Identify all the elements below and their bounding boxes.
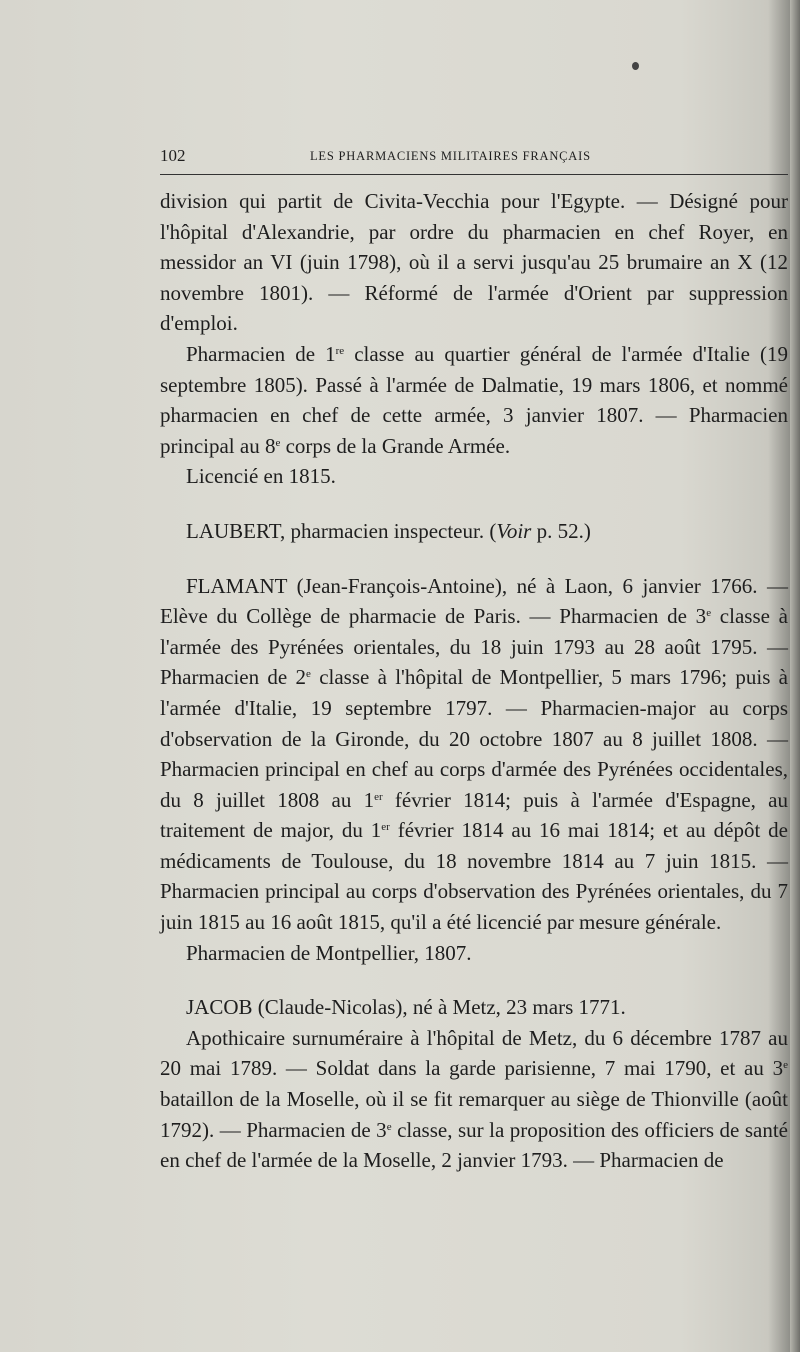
entry-jacob: JACOB (Claude-Nicolas), né à Metz, 23 mars 1771. (186, 995, 626, 1020)
paragraph-2: Pharmacien de 1re classe au quartier général de l'armée d'Italie (19 septembre 1805). Passé à l'armée de Dalmatie, 19 mars 1806, et nommé pharmacien en chef de cette armée, 3 janvier 1807. — Pharmacien principal au 8e corps de la Grande Armée. (160, 341, 788, 458)
page-number: 102 (160, 146, 186, 165)
ink-mark (632, 62, 639, 70)
running-title: LES PHARMACIENS MILITAIRES FRANÇAIS (310, 149, 591, 163)
entry-laubert: LAUBERT, pharmacien inspecteur. (Voir p. 52.) (186, 518, 591, 543)
entry-flamant: FLAMANT (Jean-François-Antoine), né à Laon, 6 janvier 1766. — Elève du Collège de pharmacie de Paris. — Pharmacien de 3e classe à l'armée des Pyrénées orientales, du 18 juin 1793 au 28 août 1795. — Pharmacien de 2e classe à l'hôpital de Montpellier, 5 mars 1796; puis à l'armée d'Italie, 19 septembre 1797. — Pharmacien-major au corps d'observation de la Gironde, du 20 octobre 1807 au 8 juillet 1808. — Pharmacien principal en chef au corps d'armée des Pyrénées occidentales, du 8 juillet 1808 au 1er février 1814; puis à l'armée d'Espagne, au traitement de major, du 1er février 1814 au 16 mai 1814; et au dépôt de médicaments de Toulouse, du 18 novembre 1814 au 7 juin 1815. — Pharmacien principal au corps d'observation des Pyrénées orientales, du 7 juin 1815 au 16 août 1815, qu'il a été licencié par mesure générale. (160, 573, 789, 935)
header-rule (160, 174, 788, 175)
page-edge-shadow (790, 0, 800, 1352)
paragraph-1: division qui partit de Civita-Vecchia pour l'Egypte. — Désigné pour l'hôpital d'Alexandrie, par ordre du pharmacien en chef Royer, en messidor an VI (juin 1798), où il a servi jusqu'au 25 brumaire an X (12 novembre 1801). — Réformé de l'armée d'Orient par suppression d'emploi. (160, 189, 788, 336)
paragraph-flamant-note: Pharmacien de Montpellier, 1807. (186, 940, 472, 965)
body-text (160, 186, 788, 1176)
paragraph-jacob-career: Apothicaire surnuméraire à l'hôpital de Metz, du 6 décembre 1787 au 20 mai 1789. — Soldat dans la garde parisienne, 7 mai 1790, et au 3e bataillon de la Moselle, où il se fit remarquer au siège de Thionville (août 1792). — Pharmacien de 3e classe, sur la proposition des officiers de santé en chef de l'armée de la Moselle, 2 janvier 1793. — Pharmacien de (160, 1025, 788, 1173)
paragraph-3: Licencié en 1815. (186, 464, 336, 489)
